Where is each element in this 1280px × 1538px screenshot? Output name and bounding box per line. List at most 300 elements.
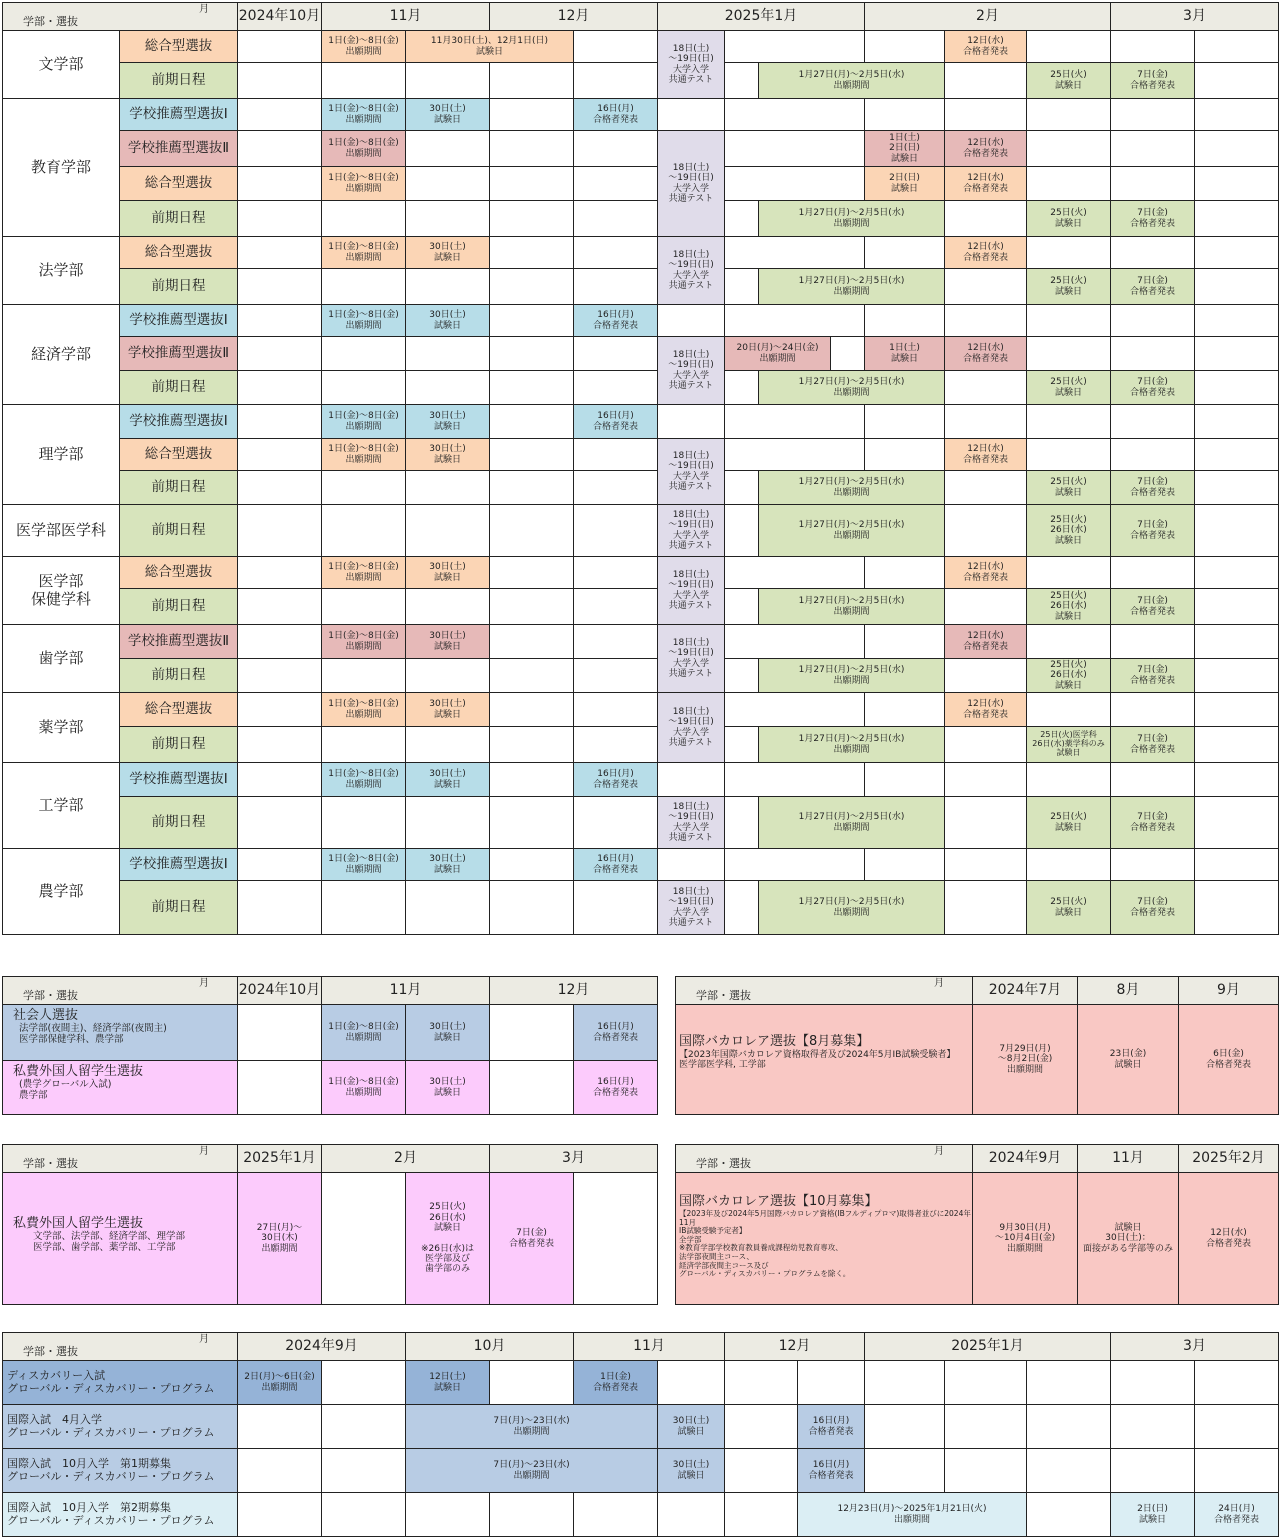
empty-cell: [864, 762, 945, 797]
empty-cell: [321, 1404, 406, 1449]
empty-cell: [657, 1360, 725, 1405]
empty-cell: [237, 848, 322, 881]
schedule-event: 7日(月)～23日(水) 出願期間: [405, 1404, 658, 1449]
empty-cell: [1110, 1360, 1195, 1405]
schedule-event: 12日(水) 合格者発表: [944, 438, 1027, 471]
schedule-event: 12日(水) 合格者発表: [944, 692, 1027, 727]
empty-cell: [489, 796, 574, 849]
empty-cell: [1026, 166, 1111, 201]
schedule-event: 30日(土) 試験日: [405, 556, 490, 589]
schedule-event: 7日(金) 合格者発表: [1110, 588, 1195, 625]
schedule-event: 1日(金)～8日(金) 出願期間: [321, 236, 406, 269]
empty-cell: [1194, 692, 1279, 727]
empty-cell: [1026, 624, 1111, 659]
empty-cell: [864, 30, 945, 63]
empty-cell: [944, 370, 1027, 405]
empty-cell: [237, 762, 322, 797]
corner-faculty-label: 学部・選抜: [23, 989, 78, 1003]
empty-cell: [237, 166, 322, 201]
schedule-event: 30日(土) 試験日: [405, 438, 490, 471]
empty-cell: [489, 268, 574, 305]
empty-cell: [1194, 588, 1279, 625]
empty-cell: [489, 130, 574, 167]
schedule-event: 1月27日(月)～2月5日(水) 出願期間: [758, 268, 945, 305]
empty-cell: [573, 30, 658, 63]
empty-cell: [1110, 30, 1195, 63]
empty-cell: [573, 268, 658, 305]
schedule-event: 7日(金) 合格者発表: [1110, 726, 1195, 763]
month-header: 2025年2月: [1178, 1144, 1279, 1173]
empty-cell: [944, 848, 1027, 881]
selection-title: [675, 1004, 973, 1115]
empty-cell: [237, 1404, 322, 1449]
faculty-name: 経済学部: [2, 304, 120, 405]
empty-cell: [1110, 98, 1195, 131]
empty-cell: [489, 62, 574, 99]
schedule-event: 30日(土) 試験日: [405, 304, 490, 337]
empty-cell: [237, 30, 322, 63]
empty-cell: [573, 438, 658, 471]
schedule-event: 2日(月)～6日(金) 出願期間: [237, 1360, 322, 1405]
empty-cell: [237, 200, 322, 237]
selection-name: 社会人選抜: [13, 1008, 79, 1023]
empty-cell: [944, 726, 1027, 763]
selection-type: 前期日程: [119, 268, 238, 305]
empty-cell: [321, 370, 406, 405]
faculty-name: 教育学部: [2, 98, 120, 237]
table5-corner: [675, 1144, 973, 1173]
schedule-event: 7日(金) 合格者発表: [1110, 62, 1195, 99]
empty-cell: [237, 470, 322, 505]
empty-cell: [1110, 166, 1195, 201]
selection-title: [2, 1060, 238, 1115]
empty-cell: [1026, 98, 1111, 131]
empty-cell: [489, 556, 574, 589]
empty-cell: [237, 336, 322, 371]
schedule-event: 2日(日) 試験日: [1110, 1492, 1195, 1537]
schedule-event: 16日(月) 合格者発表: [573, 1060, 658, 1115]
schedule-event: 7日(金) 合格者発表: [1110, 504, 1195, 557]
empty-cell: [1194, 504, 1279, 557]
empty-cell: [237, 370, 322, 405]
empty-cell: [657, 404, 725, 439]
schedule-event: 30日(土) 試験日: [657, 1448, 725, 1493]
schedule-event: 1月27日(月)～2月5日(水) 出願期間: [758, 658, 945, 693]
selection-type: 総合型選抜: [119, 236, 238, 269]
selection-title: [2, 1004, 238, 1061]
schedule-event: 12月23日(月)～2025年1月21日(火) 出願期間: [797, 1492, 1027, 1537]
empty-cell: [321, 796, 406, 849]
empty-cell: [237, 556, 322, 589]
empty-cell: [1194, 98, 1279, 131]
empty-cell: [489, 304, 574, 337]
empty-cell: [573, 200, 658, 237]
empty-cell: [864, 236, 945, 269]
schedule-event: 1日(金)～8日(金) 出願期間: [321, 98, 406, 131]
corner-faculty-label: 学部・選抜: [23, 15, 78, 29]
empty-cell: [321, 200, 406, 237]
selection-type: 前期日程: [119, 504, 238, 557]
empty-cell: [573, 658, 658, 693]
empty-cell: [1026, 130, 1111, 167]
empty-cell: [573, 880, 658, 935]
empty-cell: [489, 370, 574, 405]
schedule-event: 18日(土) ～19日(日) 大学入学 共通テスト: [657, 336, 725, 405]
schedule-event: 23日(金) 試験日: [1077, 1004, 1179, 1115]
empty-cell: [1194, 1404, 1279, 1449]
empty-cell: [1110, 624, 1195, 659]
schedule-event: 1日(土) 2日(日) 試験日: [864, 130, 945, 167]
empty-cell: [1194, 370, 1279, 405]
faculty-name: 医学部医学科: [2, 504, 120, 557]
schedule-event: 18日(土) ～19日(日) 大学入学 共通テスト: [657, 556, 725, 625]
schedule-event: 16日(月) 合格者発表: [797, 1448, 865, 1493]
empty-cell: [489, 624, 574, 659]
empty-cell: [573, 470, 658, 505]
schedule-event: 7日(金) 合格者発表: [1110, 470, 1195, 505]
empty-cell: [489, 1492, 574, 1537]
empty-cell: [405, 166, 490, 201]
empty-cell: [1110, 556, 1195, 589]
empty-cell: [657, 1492, 725, 1537]
schedule-event: 18日(土) ～19日(日) 大学入学 共通テスト: [657, 624, 725, 693]
schedule-event: 18日(土) ～19日(日) 大学入学 共通テスト: [657, 796, 725, 849]
empty-cell: [1026, 1448, 1111, 1493]
empty-cell: [573, 336, 658, 371]
faculty-name: 文学部: [2, 30, 120, 99]
schedule-event: 1月27日(月)～2月5日(水) 出願期間: [758, 370, 945, 405]
empty-cell: [405, 370, 490, 405]
schedule-event: 9月30日(月) ～10月4日(金) 出願期間: [972, 1172, 1078, 1305]
corner-faculty-label: 学部・選抜: [696, 1157, 751, 1171]
empty-cell: [489, 848, 574, 881]
schedule-event: 7日(金) 合格者発表: [1110, 880, 1195, 935]
faculty-name: 法学部: [2, 236, 120, 305]
empty-cell: [657, 304, 725, 337]
empty-cell: [724, 692, 865, 727]
selection-type: 学校推薦型選抜Ⅱ: [119, 624, 238, 659]
empty-cell: [405, 62, 490, 99]
faculty-name: 医学部 保健学科: [2, 556, 120, 625]
schedule-event: 30日(土) 試験日: [405, 848, 490, 881]
empty-cell: [944, 796, 1027, 849]
empty-cell: [405, 658, 490, 693]
schedule-event: 16日(月) 合格者発表: [573, 98, 658, 131]
schedule-event: 30日(土) 試験日: [405, 624, 490, 659]
empty-cell: [405, 1492, 490, 1537]
schedule-event: 7月29日(月) ～8月2日(金) 出願期間: [972, 1004, 1078, 1115]
empty-cell: [1194, 624, 1279, 659]
schedule-event: 18日(土) ～19日(日) 大学入学 共通テスト: [657, 130, 725, 237]
empty-cell: [405, 130, 490, 167]
schedule-event: 30日(土) 試験日: [405, 692, 490, 727]
empty-cell: [573, 62, 658, 99]
empty-cell: [573, 1172, 658, 1305]
schedule-event: 18日(土) ～19日(日) 大学入学 共通テスト: [657, 504, 725, 557]
empty-cell: [1194, 166, 1279, 201]
empty-cell: [944, 1448, 1027, 1493]
schedule-event: 7日(金) 合格者発表: [1110, 796, 1195, 849]
schedule-event: 12日(水) 合格者発表: [944, 556, 1027, 589]
selection-type: 総合型選抜: [119, 30, 238, 63]
schedule-event: 12日(水) 合格者発表: [944, 236, 1027, 269]
empty-cell: [944, 200, 1027, 237]
schedule-event: 27日(月)～ 30日(木) 出願期間: [237, 1172, 322, 1305]
selection-type: 学校推薦型選抜Ⅰ: [119, 762, 238, 797]
month-header: 2024年9月: [972, 1144, 1078, 1173]
schedule-event: 2日(日) 試験日: [864, 166, 945, 201]
empty-cell: [1194, 268, 1279, 305]
schedule-event: 30日(土) 試験日: [405, 1060, 490, 1115]
empty-cell: [321, 1448, 406, 1493]
empty-cell: [1110, 848, 1195, 881]
schedule-event: 25日(火)医学科 26日(水)薬学科のみ 試験日: [1026, 726, 1111, 763]
corner-faculty-label: 学部・選抜: [696, 989, 751, 1003]
empty-cell: [321, 588, 406, 625]
selection-title: [2, 1172, 238, 1305]
empty-cell: [489, 166, 574, 201]
empty-cell: [321, 880, 406, 935]
schedule-event: 25日(火) 試験日: [1026, 200, 1111, 237]
schedule-event: 30日(土) 試験日: [405, 98, 490, 131]
empty-cell: [237, 62, 322, 99]
schedule-event: 16日(月) 合格者発表: [797, 1404, 865, 1449]
empty-cell: [1110, 438, 1195, 471]
month-header: 2月: [864, 2, 1111, 31]
month-header: 2月: [321, 1144, 490, 1173]
program-name: ディスカバリー入試 グローバル・ディスカバリー・プログラム: [2, 1360, 238, 1405]
empty-cell: [724, 556, 865, 589]
empty-cell: [405, 796, 490, 849]
selection-type: 総合型選抜: [119, 438, 238, 471]
empty-cell: [237, 1060, 322, 1115]
month-header: 2024年7月: [972, 976, 1078, 1005]
empty-cell: [724, 848, 865, 881]
empty-cell: [237, 658, 322, 693]
empty-cell: [864, 624, 945, 659]
empty-cell: [1194, 880, 1279, 935]
empty-cell: [573, 692, 658, 727]
schedule-event: 30日(土) 試験日: [657, 1404, 725, 1449]
empty-cell: [657, 98, 725, 131]
empty-cell: [237, 236, 322, 269]
empty-cell: [237, 796, 322, 849]
empty-cell: [573, 796, 658, 849]
empty-cell: [237, 880, 322, 935]
empty-cell: [864, 692, 945, 727]
empty-cell: [724, 166, 865, 201]
empty-cell: [864, 438, 945, 471]
empty-cell: [321, 1360, 406, 1405]
empty-cell: [489, 588, 574, 625]
schedule-event: 12日(水) 合格者発表: [944, 30, 1027, 63]
empty-cell: [864, 304, 945, 337]
empty-cell: [944, 98, 1027, 131]
empty-cell: [1194, 726, 1279, 763]
empty-cell: [573, 236, 658, 269]
empty-cell: [1194, 236, 1279, 269]
month-header: 2024年10月: [237, 2, 322, 31]
month-header: 2024年9月: [237, 1332, 406, 1361]
selection-type: 学校推薦型選抜Ⅰ: [119, 848, 238, 881]
month-header: 10月: [405, 1332, 574, 1361]
empty-cell: [405, 200, 490, 237]
empty-cell: [944, 404, 1027, 439]
empty-cell: [321, 336, 406, 371]
schedule-event: 25日(火) 試験日: [1026, 796, 1111, 849]
month-header: 12月: [724, 1332, 865, 1361]
schedule-event: 16日(月) 合格者発表: [573, 1004, 658, 1061]
schedule-event: 1日(金)～8日(金) 出願期間: [321, 624, 406, 659]
program-name: 国際入試 10月入学 第1期募集 グローバル・ディスカバリー・プログラム: [2, 1448, 238, 1493]
empty-cell: [1026, 304, 1111, 337]
empty-cell: [237, 504, 322, 557]
empty-cell: [724, 236, 865, 269]
schedule-event: 16日(月) 合格者発表: [573, 848, 658, 881]
empty-cell: [1110, 236, 1195, 269]
month-header: 9月: [1178, 976, 1279, 1005]
empty-cell: [237, 692, 322, 727]
schedule-event: 1日(金)～8日(金) 出願期間: [321, 166, 406, 201]
empty-cell: [1194, 762, 1279, 797]
selection-type: 前期日程: [119, 880, 238, 935]
empty-cell: [724, 1492, 798, 1537]
schedule-event: 1月27日(月)～2月5日(水) 出願期間: [758, 588, 945, 625]
empty-cell: [237, 438, 322, 471]
empty-cell: [864, 556, 945, 589]
selection-type: 学校推薦型選抜Ⅰ: [119, 404, 238, 439]
empty-cell: [405, 336, 490, 371]
empty-cell: [237, 1448, 322, 1493]
empty-cell: [864, 1360, 945, 1405]
empty-cell: [1194, 404, 1279, 439]
empty-cell: [1110, 762, 1195, 797]
empty-cell: [405, 504, 490, 557]
schedule-event: 1日(金)～8日(金) 出願期間: [321, 1060, 406, 1115]
month-header: 12月: [489, 976, 658, 1005]
schedule-event: 12日(水) 合格者発表: [944, 130, 1027, 167]
empty-cell: [1026, 762, 1111, 797]
empty-cell: [724, 1448, 798, 1493]
schedule-event: 18日(土) ～19日(日) 大学入学 共通テスト: [657, 30, 725, 99]
empty-cell: [321, 504, 406, 557]
schedule-event: 1日(金)～8日(金) 出願期間: [321, 30, 406, 63]
schedule-event: 25日(火) 26日(水) 試験日: [1026, 588, 1111, 625]
empty-cell: [944, 588, 1027, 625]
empty-cell: [321, 268, 406, 305]
selection-title: [675, 1172, 973, 1305]
schedule-event: 1日(土) 試験日: [864, 336, 945, 371]
table1-corner: [2, 2, 238, 31]
schedule-event: 1日(金)～8日(金) 出願期間: [321, 692, 406, 727]
schedule-event: 18日(土) ～19日(日) 大学入学 共通テスト: [657, 692, 725, 763]
empty-cell: [1194, 470, 1279, 505]
corner-month-label: 月: [199, 978, 209, 989]
empty-cell: [1110, 692, 1195, 727]
empty-cell: [1194, 1448, 1279, 1493]
month-header: 12月: [489, 2, 658, 31]
empty-cell: [1194, 658, 1279, 693]
schedule-event: 7日(金) 合格者発表: [489, 1172, 574, 1305]
month-header: 3月: [1110, 2, 1279, 31]
schedule-event: 1月27日(月)～2月5日(水) 出願期間: [758, 796, 945, 849]
empty-cell: [405, 268, 490, 305]
empty-cell: [573, 1492, 658, 1537]
schedule-event: 25日(火) 試験日: [1026, 470, 1111, 505]
empty-cell: [1194, 1360, 1279, 1405]
selection-name: 国際バカロレア選抜【10月募集】: [679, 1194, 878, 1209]
table3-corner: [675, 976, 973, 1005]
month-header: 2025年1月: [864, 1332, 1111, 1361]
selection-type: 前期日程: [119, 796, 238, 849]
schedule-event: 7日(月)～23日(水) 出願期間: [405, 1448, 658, 1493]
empty-cell: [944, 1360, 1027, 1405]
empty-cell: [864, 1404, 945, 1449]
schedule-event: 1日(金)～8日(金) 出願期間: [321, 762, 406, 797]
corner-month-label: 月: [199, 1334, 209, 1345]
month-header: 11月: [321, 2, 490, 31]
empty-cell: [724, 438, 865, 471]
selection-type: 前期日程: [119, 62, 238, 99]
selection-faculties: (農学グローバル入試) 農学部: [19, 1078, 112, 1101]
empty-cell: [405, 880, 490, 935]
empty-cell: [1026, 1404, 1111, 1449]
month-header: 2025年1月: [237, 1144, 322, 1173]
selection-type: 前期日程: [119, 470, 238, 505]
schedule-event: 25日(火) 試験日: [1026, 62, 1111, 99]
corner-month-label: 月: [934, 1146, 944, 1157]
empty-cell: [237, 1492, 322, 1537]
corner-faculty-label: 学部・選抜: [23, 1157, 78, 1171]
faculty-name: 農学部: [2, 848, 120, 935]
empty-cell: [944, 470, 1027, 505]
selection-faculties: 文学部、法学部、経済学部、理学部 医学部、歯学部、薬学部、工学部: [33, 1230, 186, 1253]
schedule-event: 1月27日(月)～2月5日(水) 出願期間: [758, 470, 945, 505]
empty-cell: [237, 726, 322, 763]
schedule-event: 18日(土) ～19日(日) 大学入学 共通テスト: [657, 438, 725, 505]
empty-cell: [944, 880, 1027, 935]
month-header: 8月: [1077, 976, 1179, 1005]
empty-cell: [237, 98, 322, 131]
schedule-event: 1月27日(月)～2月5日(水) 出願期間: [758, 504, 945, 557]
empty-cell: [405, 470, 490, 505]
schedule-event: 25日(火) 26日(水) 試験日 ※26日(水)は 医学部及び 歯学部のみ: [405, 1172, 490, 1305]
empty-cell: [1026, 848, 1111, 881]
empty-cell: [1110, 304, 1195, 337]
empty-cell: [489, 726, 574, 763]
empty-cell: [1026, 404, 1111, 439]
empty-cell: [1110, 1448, 1195, 1493]
empty-cell: [797, 1360, 865, 1405]
empty-cell: [489, 404, 574, 439]
empty-cell: [1110, 130, 1195, 167]
month-header: 2025年1月: [657, 2, 865, 31]
empty-cell: [573, 726, 658, 763]
empty-cell: [1026, 236, 1111, 269]
schedule-event: 18日(土) ～19日(日) 大学入学 共通テスト: [657, 236, 725, 305]
selection-type: 学校推薦型選抜Ⅰ: [119, 98, 238, 131]
empty-cell: [657, 848, 725, 881]
selection-type: 総合型選抜: [119, 692, 238, 727]
empty-cell: [864, 404, 945, 439]
faculty-name: 工学部: [2, 762, 120, 849]
empty-cell: [489, 200, 574, 237]
schedule-event: 1日(金)～8日(金) 出願期間: [321, 130, 406, 167]
schedule-event: 1日(金)～8日(金) 出願期間: [321, 848, 406, 881]
selection-faculties: 【2023年及び2024年5月国際バカロレア資格(IBフルディプロマ)取得者並びに2024年11月 IB試験受験予定者】 全学部 ※教育学部学校教育教員養成課程幼児教育専攻、 法学部夜間主コース、 経済学部夜間主コース及び グローバル・ディスカバリー・プログラムを除く。: [679, 1208, 971, 1279]
selection-type: 学校推薦型選抜Ⅱ: [119, 336, 238, 371]
schedule-event: 16日(月) 合格者発表: [573, 762, 658, 797]
